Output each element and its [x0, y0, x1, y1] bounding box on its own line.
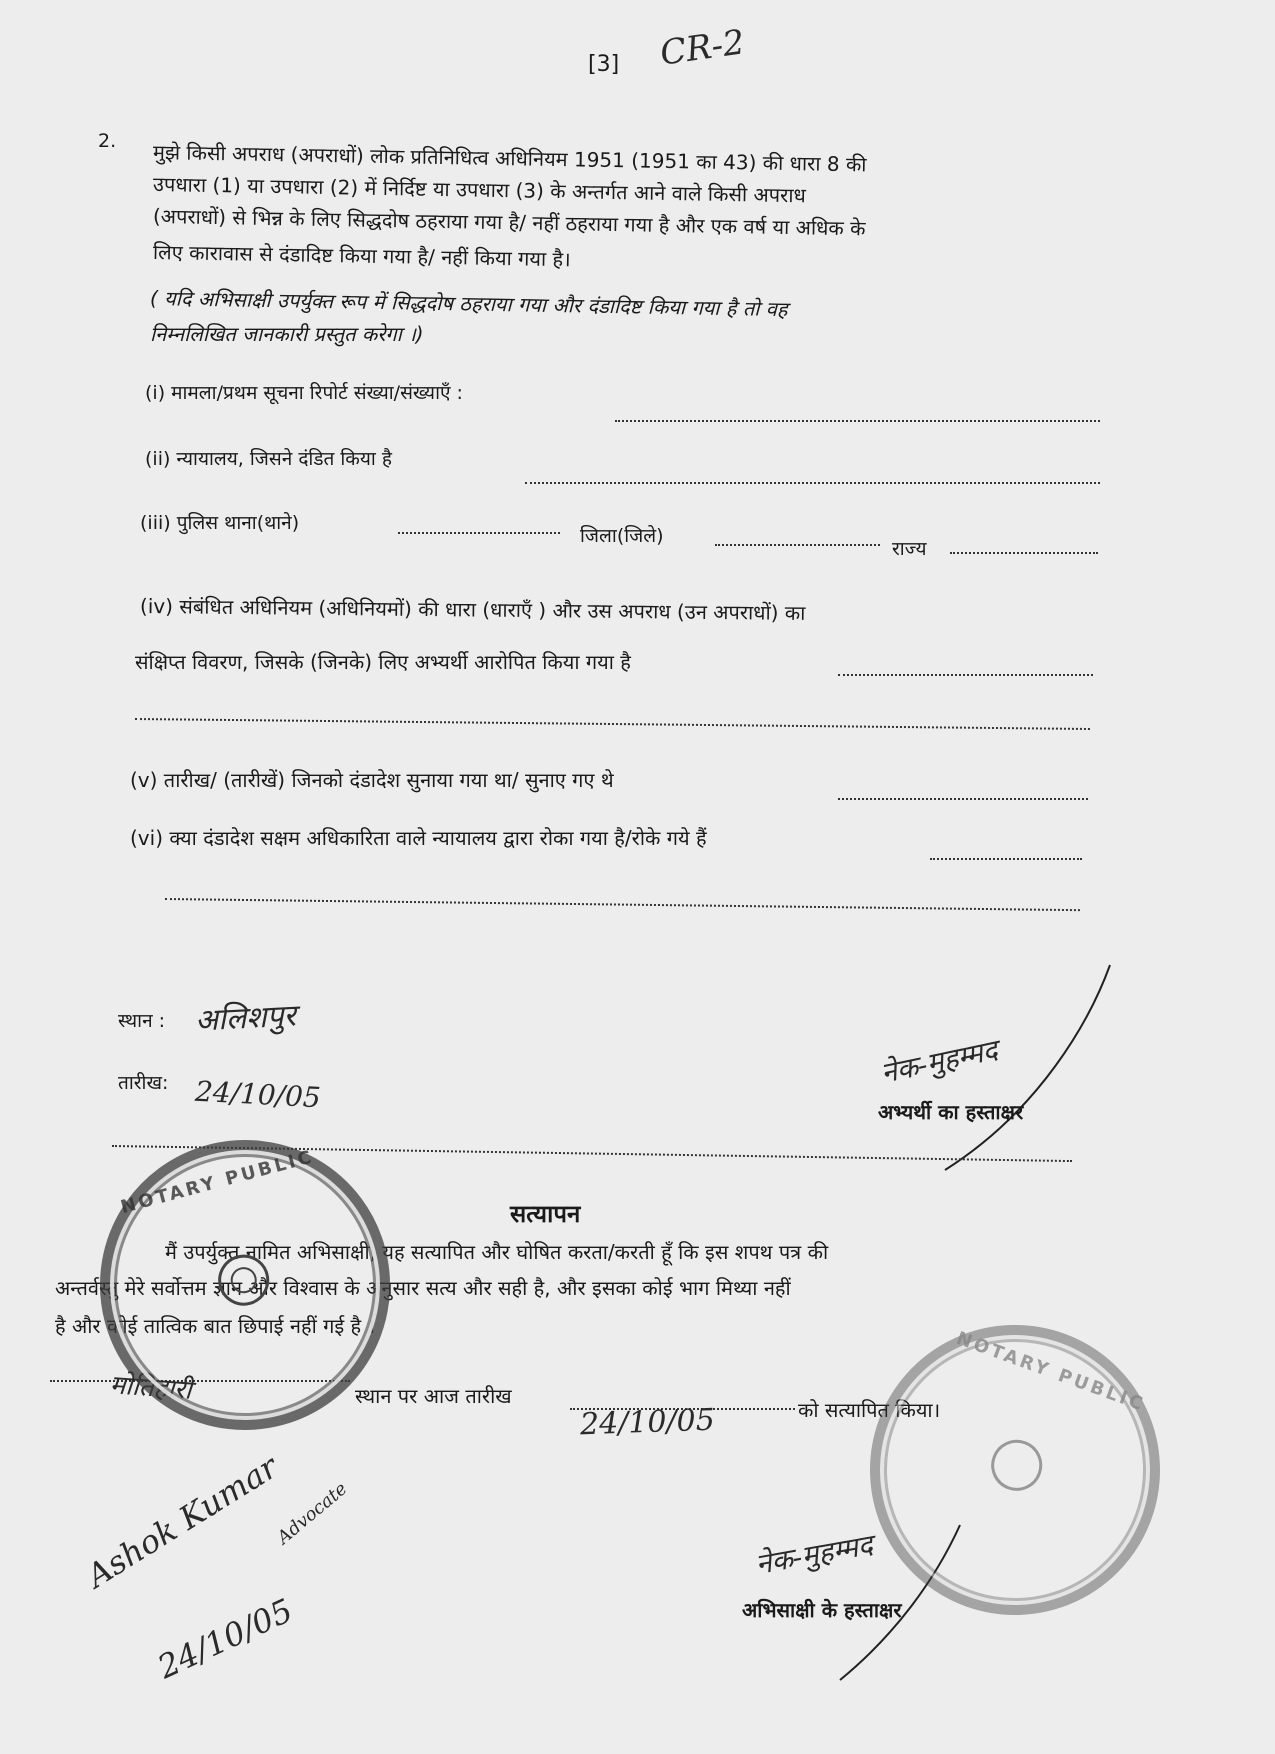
item-i-label: (i) मामला/प्रथम सूचना रिपोर्ट संख्या/संख्याएँ : [145, 382, 463, 404]
item-vi-blank-b [165, 898, 1080, 911]
item-iii-label-district: जिला(जिले) [580, 525, 664, 547]
stamp-emblem-icon [207, 1243, 280, 1316]
item-ii-blank [525, 482, 1100, 484]
section2-line4: लिए कारावास से दंडादिष्ट किया गया है/ नहीं किया गया है। [152, 240, 571, 272]
page-number: [3] [588, 52, 620, 77]
item-iv-blank-a [838, 674, 1093, 676]
section2-line1: मुझे किसी अपराध (अपराधों) लोक प्रतिनिधित्व अधिनियम 1951 (1951 का 43) की धारा 8 की [152, 140, 867, 177]
item-iii-blank-district [715, 544, 880, 546]
section-number: 2. [98, 130, 117, 152]
advocate-name-handwritten: Ashok Kumar [79, 1447, 285, 1596]
verification-line3: है और कोई तात्विक बात छिपाई नहीं गई है । [55, 1314, 376, 1338]
advocate-date-handwritten: 24/10/05 [151, 1591, 299, 1687]
section2-line2: उपधारा (1) या उपधारा (2) में निर्दिष्ट या उपधारा (3) के अन्तर्गत आने वाले किसी अपराध [152, 172, 807, 208]
verification-line1: मैं उपर्युक्त नामित अभिसाक्षी, यह सत्यापित और घोषित करता/करती हूँ कि इस शपथ पत्र की [165, 1240, 829, 1264]
item-v-label: (v) तारीख/ (तारीखें) जिनको दंडादेश सुनाया गया था/ सुनाए गए थे [130, 768, 614, 792]
deponent-signature-label: अभिसाक्षी के हस्ताक्षर [742, 1598, 902, 1622]
stamp-left-text: NOTARY PUBLIC [118, 1146, 317, 1219]
date-label: तारीख: [118, 1072, 169, 1094]
verification-place-text: स्थान पर आज तारीख [355, 1384, 512, 1408]
item-iii-blank-state [950, 552, 1098, 554]
candidate-signature-label: अभ्यर्थी का हस्ताक्षर [878, 1100, 1024, 1124]
stamp-emblem-icon-right [978, 1427, 1055, 1504]
item-v-blank [838, 798, 1088, 800]
candidate-signature-handwritten: नेक-मुहम्मद [877, 1033, 1001, 1090]
section2-note2: निम्नलिखित जानकारी प्रस्तुत करेगा ।) [150, 322, 424, 346]
place-handwritten: अलिशपुर [194, 998, 297, 1039]
advocate-title-handwritten: Advocate [273, 1478, 352, 1549]
verification-line2: अन्तर्वस्तु मेरे सर्वोत्तम ज्ञान और विश्वास के अनुसार सत्य और सही है, और इसका कोई भाग मिथ्या नहीं [55, 1276, 791, 1300]
item-iv-blank-b [135, 718, 1090, 730]
section2-note1: ( यदि अभिसाक्षी उपर्युक्त रूप में सिद्धदोष ठहराया गया और दंडादिष्ट किया गया है तो वह [149, 286, 788, 322]
item-i-blank [615, 420, 1100, 422]
date-handwritten: 24/10/05 [194, 1074, 322, 1115]
section2-line3: (अपराधों) से भिन्न के लिए सिद्धदोष ठहराया गया है/ नहीं ठहराया गया है और एक वर्ष या अधिक के [152, 204, 866, 241]
verification-verified-text: को सत्यापित किया। [798, 1398, 941, 1422]
signature-stroke [940, 960, 1115, 1175]
verification-date-handwritten: 24/10/05 [579, 1402, 716, 1443]
item-iii-blank-station [398, 532, 560, 534]
item-vi-label: (vi) क्या दंडादेश सक्षम अधिकारिता वाले न्यायालय द्वारा रोका गया है/रोके गये हैं [130, 826, 707, 850]
notary-stamp-left [67, 1107, 422, 1462]
item-vi-blank-a [930, 858, 1082, 860]
verification-place-handwritten: मोतिहारी [108, 1370, 193, 1406]
deponent-signature-handwritten: नेक-मुहम्मद [753, 1527, 876, 1581]
place-label: स्थान : [118, 1010, 166, 1032]
handwritten-note: CR-2 [657, 22, 748, 74]
item-iii-label-state: राज्य [892, 538, 927, 560]
item-iv-line1: (iv) संबंधित अधिनियम (अधिनियमों) की धारा (धाराएँ ) और उस अपराध (उन अपराधों) का [139, 594, 806, 625]
item-iii-label-station: (iii) पुलिस थाना(थाने) [140, 512, 300, 534]
verification-title: सत्यापन [510, 1200, 581, 1228]
item-ii-label: (ii) न्यायालय, जिसने दंडित किया है [145, 448, 392, 470]
item-iv-line2: संक्षिप्त विवरण, जिसके (जिनके) लिए अभ्यर्थी आरोपित किया गया है [135, 650, 631, 674]
stamp-right-text: NOTARY PUBLIC [953, 1327, 1148, 1416]
